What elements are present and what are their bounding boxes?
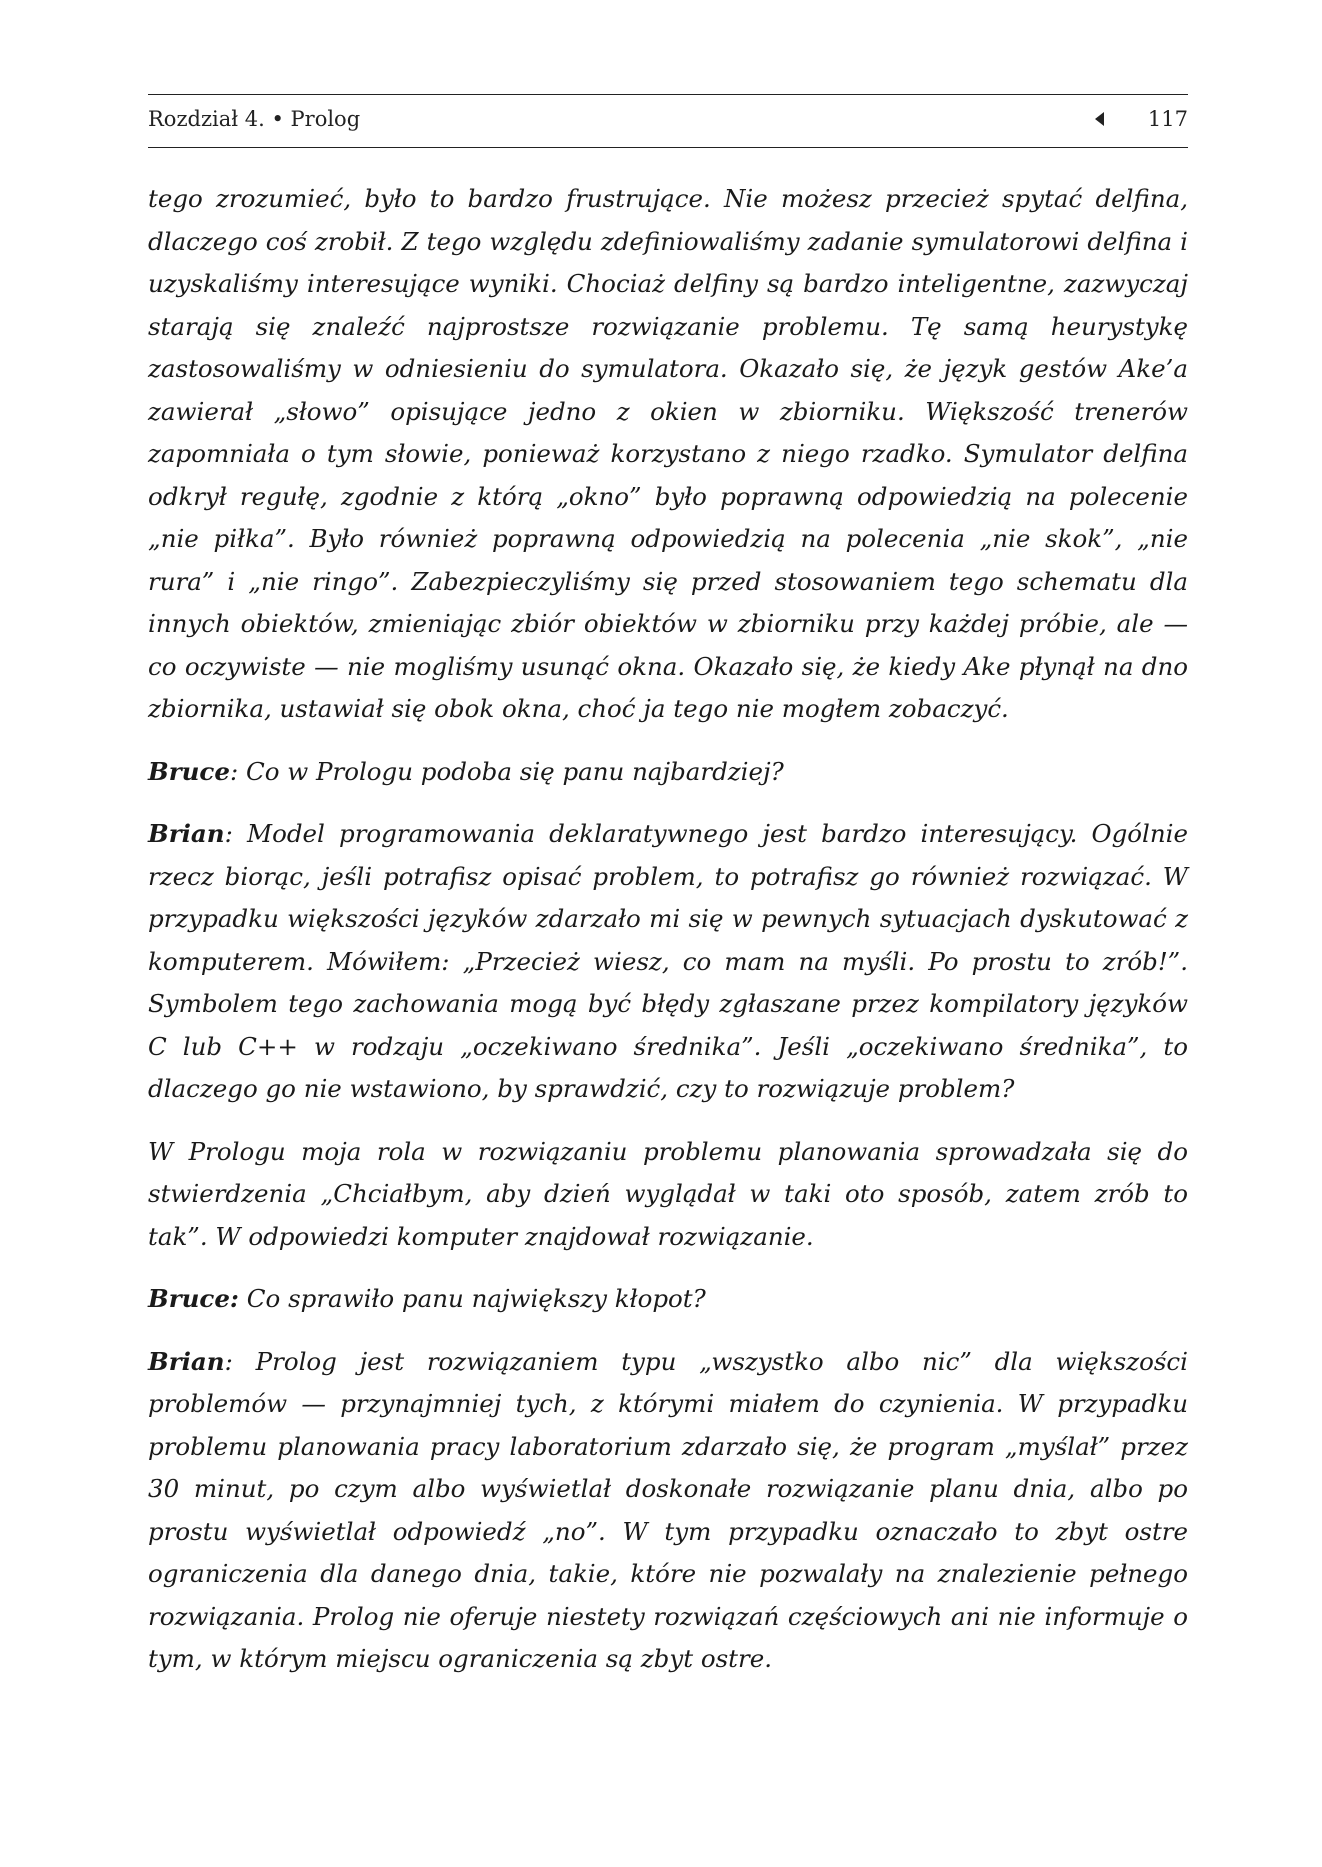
- chapter-title: Rozdział 4. • Prolog: [148, 107, 361, 131]
- interview-answer: [148, 813, 1188, 1111]
- speaker-separator: [239, 1284, 247, 1313]
- answer-text: Model programowania deklaratywnego jest bardzo interesujący. Ogólnie rzecz biorąc, jeśli potrafisz opisać problem, to potrafisz go również rozwiązać. W przypadku większości języków zdarzało mi się w pewnych sytuacjach dyskutować z komputerem. Mówiłem: „Przecież wiesz, co mam na myśli. Po prostu to zrób!”. Symbolem tego zachowania mogą być błędy zgłaszane przez kompilatory języków C lub C++ w rodzaju „oczekiwano średnika”. Jeśli „oczekiwano średnika”, to dlaczego go nie wstawiono, by sprawdzić, czy to rozwiązuje problem?: [148, 819, 1188, 1103]
- main-text: [148, 178, 1188, 1701]
- paragraph: [148, 1131, 1188, 1259]
- speaker-separator: :: [229, 756, 246, 786]
- interview-answer: [148, 1341, 1188, 1681]
- speaker-name: Brian: [148, 819, 225, 848]
- paragraph-text: tego zrozumieć, było to bardzo frustrujące. Nie możesz przecież spytać delfina, dlaczego coś zrobił. Z tego względu zdefiniowaliśmy zadanie symulatorowi delfina i uzyskaliśmy interesujące wyniki. Chociaż delfiny są bardzo inteligentne, zazwyczaj starają się znaleźć najprostsze rozwiązanie problemu. Tę samą heurystykę zastosowaliśmy w odniesieniu do symulatora. Okazało się, że język gestów Ake’a zawierał „słowo” opisujące jedno z okien w zbiorniku. Większość trenerów zapomniała o tym słowie, ponieważ korzystano z niego rzadko. Symulator delfina odkrył regułę, zgodnie z którą „okno” było poprawną odpowiedzią na polecenie „nie piłka”. Było również poprawną odpowiedzią na polecenia „nie skok”, „nie rura” i „nie ringo”. Zabezpieczyliśmy się przed stosowaniem tego schematu dla innych obiektów, zmieniając zbiór obiektów w zbiorniku przy każdej próbie, ale — co oczywiste — nie mogliśmy usunąć okna. Okazało się, że kiedy Ake płynął na dno zbiornika, ustawiał się obok okna, choć ja tego nie mogłem zobaczyć.: [148, 184, 1188, 723]
- question-text: Co w Prologu podoba się panu najbardziej?: [245, 756, 784, 786]
- paragraph: [148, 178, 1188, 731]
- page-number-area: [1095, 107, 1188, 131]
- paragraph-text: W Prologu moja rola w rozwiązaniu problemu planowania sprowadzała się do stwierdzenia „Chciałbym, aby dzień wyglądał w taki oto sposób, zatem zrób to tak”. W odpowiedzi komputer znajdował rozwiązanie.: [148, 1136, 1188, 1251]
- interview-question: [148, 751, 1188, 794]
- speaker-name: Bruce:: [148, 1284, 239, 1313]
- speaker-separator: :: [224, 819, 248, 848]
- page-marker-icon: [1095, 112, 1104, 126]
- running-header: [148, 94, 1188, 148]
- interview-question: [148, 1278, 1188, 1321]
- question-text: Co sprawiło panu największy kłopot?: [246, 1284, 706, 1313]
- speaker-name: Bruce: [148, 756, 230, 786]
- speaker-separator: :: [224, 1346, 256, 1376]
- page-number: 117: [1147, 107, 1188, 131]
- answer-text: Prolog jest rozwiązaniem typu „wszystko albo nic” dla większości problemów — przynajmniej tych, z którymi miałem do czynienia. W przypadku problemu planowania pracy laboratorium zdarzało się, że program „myślał” przez 30 minut, po czym albo wyświetlał doskonałe rozwiązanie planu dnia, albo po prostu wyświetlał odpowiedź „no”. W tym przypadku oznaczało to zbyt ostre ograniczenia dla danego dnia, takie, które nie pozwalały na znalezienie pełnego rozwiązania. Prolog nie oferuje niestety rozwiązań częściowych ani nie informuje o tym, w którym miejscu ograniczenia są zbyt ostre.: [148, 1346, 1188, 1673]
- speaker-name: Brian: [148, 1346, 225, 1376]
